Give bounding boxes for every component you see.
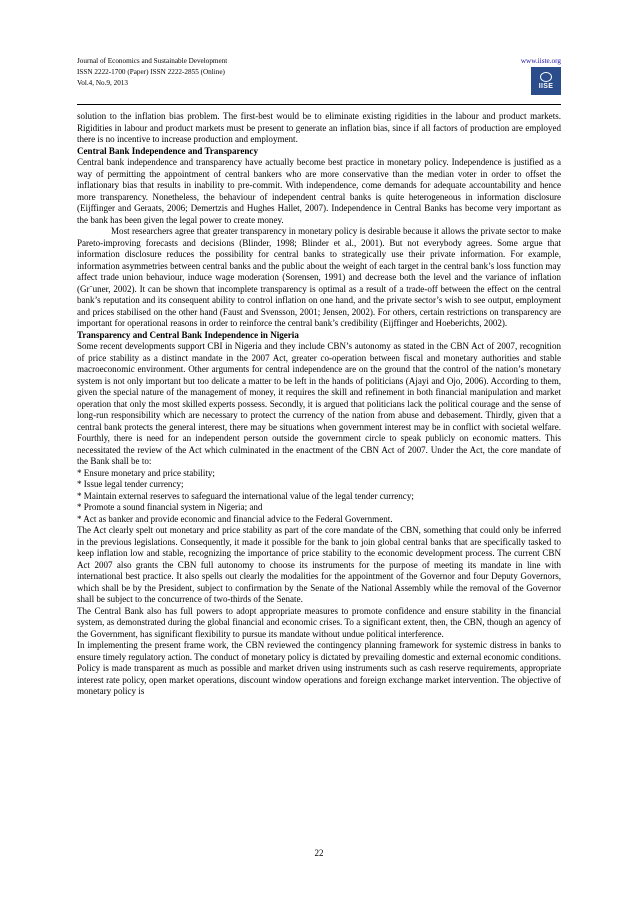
paragraph: The Central Bank also has full powers to adopt appropriate measures to promote confidence and ensure stability in the financial system, as demonstrated during the global financial and economic crises. To a significant extent, then, the CBN, though an agency of the Government, has significant flexibility to pursue its mandate without undue political interference. [77,605,561,639]
mandate-list-item: * Maintain external reserves to safeguard the international value of the legal tender currency; [77,490,414,501]
logo-text: IISE [538,82,554,90]
section-heading: Central Bank Independence and Transparency [77,145,258,156]
volume-line: Vol.4, No.9, 2013 [77,79,128,87]
page-number: 22 [314,848,324,858]
paragraph: The Act clearly spelt out monetary and price stability as part of the core mandate of the CBN, something that could only be inferred in the previous legislations. Consequently, it made it possible for the bank to join global central banks that are specifically tasked to keep inflation low and stable, recognizing the importance of price stability to the economic development process. The current CBN Act 2007 also grants the CBN full autonomy to choose its instruments for the purpose of meeting its mandate in line with international best practice. It also spells out clearly the modalities for the appointment of the Governor and four Deputy Governors, which shall be by the President, subject to confirmation by the Senate of the National Assembly while the removal of the Governor shall be subject to the concurrence of two-thirds of the Senate. [77,525,561,604]
globe-icon [540,72,552,82]
paragraph: In implementing the present frame work, the CBN reviewed the contingency planning framework for systemic distress in banks to ensure timely regulatory action. The conduct of monetary policy is dictated by prevailing domestic and external economic conditions. Policy is made transparent as much as possible and market driven using instruments such as cash reserve requirements, appropriate interest rate policy, open market operations, discount window operations and foreign exchange market intervention. The objective of monetary policy is [77,640,561,696]
journal-website-link[interactable]: www.iiste.org [520,57,561,65]
header-divider [77,104,561,105]
mandate-list-item: * Promote a sound financial system in Nigeria; and [77,502,263,512]
section-heading: Transparency and Central Bank Independence in Nigeria [77,329,299,340]
paragraph: Central bank independence and transparency have actually become best practice in monetary policy. Independence is justified as a way of permitting the appointment of central bankers who are more conservative than the median voter in order to offset the inflationary bias that results in inability to pre-commit. With independence, come demands for adequate accountability and hence more transparency. Nonetheless, the behaviour of independent central banks is quite heterogeneous in information disclosure (Eijffinger and Geraats, 2006; Demertzis and Hughes Hallet, 2007). Independence in Central Banks has become very important as the bank has been given the legal power to create money. [77,157,561,225]
mandate-list-item: * Act as banker and provide economic and financial advice to the Federal Government. [77,513,393,524]
journal-title: Journal of Economics and Sustainable Development [77,57,228,65]
paragraph: Most researchers agree that greater transparency in monetary policy is desirable because it allows the private sector to make Pareto-improving forecasts and decisions (Blinder, 1998; Blinder et al., 2001). But not everybody agrees. Some argue that information disclosure reduces the possibility for central banks to strategically use their private information. For example, information asymmetries between central banks and the public about the weight of each target in the central bank’s loss function may affect trade union behaviour, induce wage moderation (Sorensen, 1991) and decrease both the level and the variance of inflation (Gr¨uner, 2002). It can be shown that incomplete transparency is optimal as a result of a trade-off between the effect on the central bank’s reputation and its consequent ability to control inflation on one hand, and the private sector’s wish to see output, employment and prices stabilised on the other hand (Faust and Svensson, 2001; Jensen, 2002). For others, certain restrictions on transparency are important for operational reasons in order to reinforce the central bank’s credibility (Eijffinger and Hoeberichts, 2002). [77,226,561,328]
article-body [77,111,561,698]
paragraph: solution to the inflation bias problem. The first-best would be to eliminate existing rigidities in the labour and product markets. Rigidities in labour and product markets must be present to generate an inflation bias, since if all factors of production are employed there is no incentive to increase production and employment. [77,111,561,144]
page-header [77,56,561,96]
issn-line: ISSN 2222-1700 (Paper) ISSN 2222-2855 (Online) [77,68,225,76]
paragraph: Some recent developments support CBI in Nigeria and they include CBN’s autonomy as stated in the CBN Act of 2007, recognition of price stability as a distinct mandate in the 2007 Act, greater co-operation between fiscal and monetary authorities and stable macroeconomic environment. Other arguments for central independence are on the ground that the control of the nation’s monetary system is not only important but too delicate a matter to be left in the hands of politicians (Ajayi and Ojo, 2006). According to them, given the special nature of the management of money, it requires the skill and refinement in both financial manipulation and market operation that only the most skilled experts possess. Secondly, it is argued that politicians lack the political courage and the sense of long-run responsibility which are necessary to protect the currency of the nation from abuse and debasement. Thirdly, given that a central bank protects the general interest, there may be situations when government interest may be in conflict with societal welfare. Fourthly, there is need for an independent person outside the government circle to speak publicly on economic matters. This necessitated the review of the Act which culminated in the enactment of the CBN Act of 2007. Under the Act, the core mandate of the Bank shall be to: [77,341,561,466]
mandate-list-item: * Issue legal tender currency; [77,479,184,489]
iiste-logo [531,67,561,95]
mandate-list-item: * Ensure monetary and price stability; [77,467,215,478]
